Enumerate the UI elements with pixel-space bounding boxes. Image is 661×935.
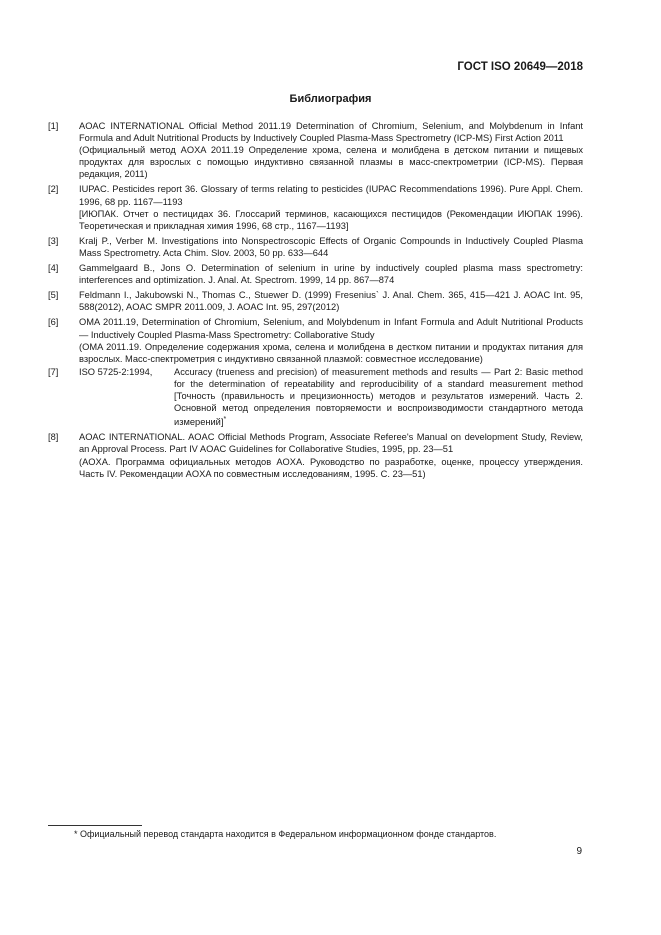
page-number: 9 [576, 846, 582, 857]
entry-number: [7] [48, 366, 59, 377]
footnote-separator [48, 825, 142, 826]
bibliography-list [48, 120, 583, 480]
bibliography-entry [48, 366, 583, 429]
standard-designation: ГОСТ ISO 20649—2018 [457, 61, 583, 73]
entry-number: [8] [48, 432, 59, 443]
entry-text: [ИЮПАК. Отчет о пестицидах 36. Глоссарий терминов, касающихся пестицидов (Рекомендации ИЮПАК 1996). Теоретическая и прикладная химия 1996, 68 стр., 1167—1193] [79, 208, 583, 231]
entry-text: Gammelgaard B., Jons O. Determination of selenium in urine by inductively coupled plasma mass spectrometry: interferences and optimization. J. Anal. At. Spectrom. 1999, 14 pp. 867—874 [79, 263, 583, 286]
entry-standard-code: ISO 5725-2:1994, [79, 366, 153, 377]
entry-text: IUPAC. Pesticides report 36. Glossary of terms relating to pesticides (IUPAC Recommendations 1996). Pure Appl. Chem. 1996, 68 pp. 1167—1193 [79, 184, 583, 207]
bibliography-entry [48, 183, 583, 231]
entry-number: [6] [48, 317, 59, 328]
entry-number: [2] [48, 184, 59, 195]
footnote-mark: * [223, 416, 227, 424]
entry-text: (AOXA. Программа официальных методов AOXA. Руководство по разработке, оценке, процессу утверждения. Часть IV. Рекомендации AOXA по совместным исследованиям, 1995. С. 23—51) [79, 456, 583, 479]
bibliography-entry [48, 262, 583, 286]
bibliography-entry [48, 431, 583, 479]
bibliography-entry [48, 316, 583, 364]
entry-text: Accuracy (trueness and precision) of measurement methods and results — Part 2: Basic method for the determination of repeatability and reproducibility of a standard measurement method [Точность (правильность и прецизионность) методов и результатов измерений. Часть 2. Основной метод определения повторяемости и воспроизводимости стандартного метода измерений] [174, 366, 583, 428]
page-title: Библиография [289, 93, 372, 105]
bibliography-entry [48, 289, 583, 313]
entry-text: AOAC INTERNATIONAL. AOAC Official Methods Program, Associate Referee's Manual on development Study, Review, an Approval Process. Part IV AOAC Guidelines for Collaborative Studies, 1995, pp. 23—51 [79, 432, 583, 455]
entry-number: [1] [48, 121, 59, 131]
entry-text: (OMA 2011.19. Определение содержания хрома, селена и молибдена в дестком питании и продуктах питания для взрослых. Масс-спектрометрия с индуктивно связанной плазмой: совместное исследование) [79, 341, 583, 364]
bibliography-entry [48, 235, 583, 259]
entry-number: [4] [48, 263, 59, 274]
bibliography-entry [48, 120, 583, 180]
entry-text: Kralj P., Verber M. Investigations into Nonspectroscopic Effects of Organic Compounds in Inductively Coupled Plasma Mass Spectrometry. Acta Chim. Slov. 2003, 50 pp. 633—644 [79, 235, 583, 258]
entry-text: AOAC INTERNATIONAL Official Method 2011.19 Determination of Chromium, Selenium, and Molybdenum in Infant Formula and Adult Nutritional Products by Inductively Coupled Plasma-Mass Spectrometry (ICP-MS) First Action 2011 [79, 121, 583, 144]
entry-text: (Официальный метод AOXA 2011.19 Определение хрома, селена и молибдена в детском питании и пищевых продуктах для взрослых с помощью индуктивно связанной плазмы в масс-спектрометрии (ICP-MS). Первая редакция, 2011) [79, 145, 583, 180]
entry-number: [3] [48, 235, 59, 246]
footnote: * Официальный перевод стандарта находится в Федеральном информационном фонде стандартов. [74, 829, 497, 839]
entry-number: [5] [48, 290, 59, 301]
entry-text: OMA 2011.19, Determination of Chromium, Selenium, and Molybdenum in Infant Formula and Adult Nutritional Products — Inductively Coupled Plasma-Mass Spectrometry: Collaborative Study [79, 317, 583, 340]
entry-text: Feldmann I., Jakubowski N., Thomas C., Stuewer D. (1999) Fresenius` J. Anal. Chem. 365, 415—421 J. AOAC Int. 95, 588(2012), AOAC SMPR 2011.009, J. AOAC Int. 95, 297(2012) [79, 290, 583, 313]
